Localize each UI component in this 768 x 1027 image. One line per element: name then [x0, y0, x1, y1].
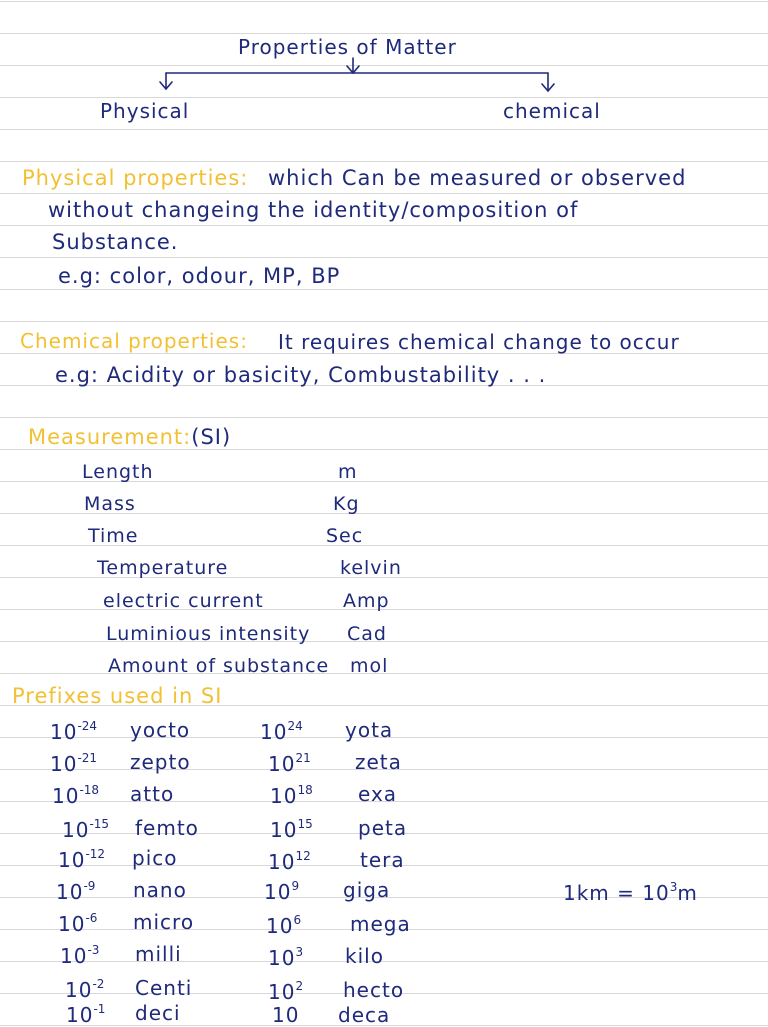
branch-chemical: chemical [503, 99, 601, 123]
prefix-small-name: yocto [130, 718, 191, 742]
prefix-base: 10 [266, 914, 294, 938]
physical-properties-line2: without changeing the identity/composition of [48, 198, 579, 222]
prefix-small-name: Centi [135, 976, 193, 1000]
physical-properties-example: e.g: color, odour, MP, BP [58, 264, 341, 288]
prefix-small-value [50, 752, 97, 774]
prefix-big-name: hecto [343, 978, 405, 1002]
prefix-big-name: mega [350, 912, 411, 936]
prefix-big-power: 9 [291, 879, 300, 893]
measurement-unit: Kg [333, 493, 360, 515]
prefix-big-name: peta [358, 816, 408, 840]
measurement-quantity: Amount of substance [108, 655, 330, 677]
measurement-title-label: Measurement: [28, 425, 192, 449]
measurement-title [28, 427, 231, 448]
chemical-properties-line1: It requires chemical change to occur [278, 330, 680, 354]
prefix-small-value [60, 944, 99, 966]
measurement-unit: kelvin [340, 557, 402, 579]
prefix-big-value [264, 880, 299, 902]
prefix-big-power: 12 [295, 849, 311, 863]
prefix-small-power: -6 [85, 911, 98, 925]
prefix-small-name: femto [135, 816, 199, 840]
prefix-small-value [52, 784, 99, 806]
prefix-base: 10 [270, 818, 298, 842]
measurement-quantity: Length [82, 461, 154, 483]
prefix-base: 10 [52, 784, 80, 808]
prefix-base: 10 [58, 848, 86, 872]
prefix-base: 10 [268, 980, 296, 1004]
prefix-base: 10 [66, 1003, 94, 1027]
side-note-lhs: 1km = 10 [563, 881, 670, 905]
prefix-small-name: pico [132, 846, 178, 870]
prefix-base: 10 [270, 784, 298, 808]
side-note-rhs: m [677, 881, 698, 905]
measurement-unit: Cad [347, 623, 387, 645]
prefix-big-value [268, 980, 303, 1002]
prefix-base: 10 [260, 720, 288, 744]
prefix-small-power: -12 [85, 847, 106, 861]
prefix-base: 10 [268, 946, 296, 970]
prefix-big-value: 10 [272, 1003, 300, 1027]
prefix-big-power: 21 [295, 751, 311, 765]
prefix-small-power: -15 [89, 817, 110, 831]
measurement-quantity: Mass [84, 493, 136, 515]
prefix-small-power: -3 [87, 943, 100, 957]
prefix-small-value [66, 1003, 105, 1025]
physical-properties-line1: which Can be measured or observed [268, 166, 687, 190]
prefix-small-value [58, 912, 97, 934]
prefix-big-value [268, 850, 311, 872]
prefix-big-name: tera [360, 848, 405, 872]
prefix-small-name: micro [133, 910, 195, 934]
measurement-unit: mol [350, 655, 389, 677]
prefix-small-power: -1 [93, 1002, 106, 1016]
prefix-base: 10 [65, 978, 93, 1002]
prefix-base: 10 [58, 912, 86, 936]
prefix-small-name: milli [135, 942, 182, 966]
prefix-big-power: 24 [287, 719, 303, 733]
prefix-small-name: atto [130, 782, 175, 806]
prefix-small-power: -9 [83, 879, 96, 893]
prefix-small-value [62, 818, 109, 840]
side-note [563, 881, 698, 903]
prefix-big-value [270, 818, 313, 840]
chemical-properties-example: e.g: Acidity or basicity, Combustability . . . [55, 363, 547, 387]
branch-physical: Physical [100, 99, 190, 123]
prefix-base: 10 [50, 720, 78, 744]
prefix-big-power: 3 [295, 945, 304, 959]
prefix-small-power: -24 [77, 719, 98, 733]
chemical-properties-term: Chemical properties: [20, 329, 248, 353]
measurement-quantity: Time [88, 525, 139, 547]
measurement-title-si: (SI) [191, 425, 232, 449]
prefix-big-power: 15 [297, 817, 313, 831]
prefix-small-name: zepto [130, 750, 191, 774]
measurement-unit: Sec [326, 525, 364, 547]
physical-properties-term: Physical properties: [22, 166, 249, 190]
prefix-small-name: nano [133, 878, 187, 902]
side-note-power: 3 [669, 880, 678, 894]
prefix-base: 10 [50, 752, 78, 776]
prefix-big-name: yota [345, 718, 394, 742]
prefix-big-value [268, 946, 303, 968]
prefix-small-value [56, 880, 95, 902]
physical-properties-line3: Substance. [52, 230, 179, 254]
prefix-base: 10 [268, 850, 296, 874]
measurement-quantity: Luminious intensity [106, 623, 311, 645]
prefix-big-power: 18 [297, 783, 313, 797]
measurement-quantity: Temperature [97, 557, 229, 579]
prefix-base: 10 [60, 944, 88, 968]
prefix-big-name: exa [358, 782, 398, 806]
prefix-small-power: -18 [79, 783, 100, 797]
prefix-small-value [50, 720, 97, 742]
measurement-quantity: electric current [103, 590, 264, 612]
prefix-small-power: -2 [92, 977, 105, 991]
prefix-small-value [58, 848, 105, 870]
prefix-big-value [260, 720, 303, 742]
prefix-big-name: zeta [355, 750, 402, 774]
page-title: Properties of Matter [238, 35, 457, 59]
prefix-big-value [270, 784, 313, 806]
prefixes-title: Prefixes used in SI [12, 684, 223, 708]
prefix-big-name: kilo [345, 944, 384, 968]
measurement-unit: Amp [343, 590, 390, 612]
prefix-big-name: giga [343, 878, 391, 902]
measurement-unit: m [338, 461, 358, 483]
prefix-small-power: -21 [77, 751, 98, 765]
prefix-big-name: deca [338, 1003, 391, 1027]
prefix-big-power: 2 [295, 979, 304, 993]
prefix-big-power: 6 [293, 913, 302, 927]
prefix-small-value [65, 978, 104, 1000]
prefix-base: 10 [56, 880, 84, 904]
prefix-big-value [268, 752, 311, 774]
prefix-base: 10 [268, 752, 296, 776]
prefix-small-name: deci [135, 1001, 181, 1025]
prefix-base: 10 [264, 880, 292, 904]
prefix-big-value [266, 914, 301, 936]
prefix-base: 10 [62, 818, 90, 842]
